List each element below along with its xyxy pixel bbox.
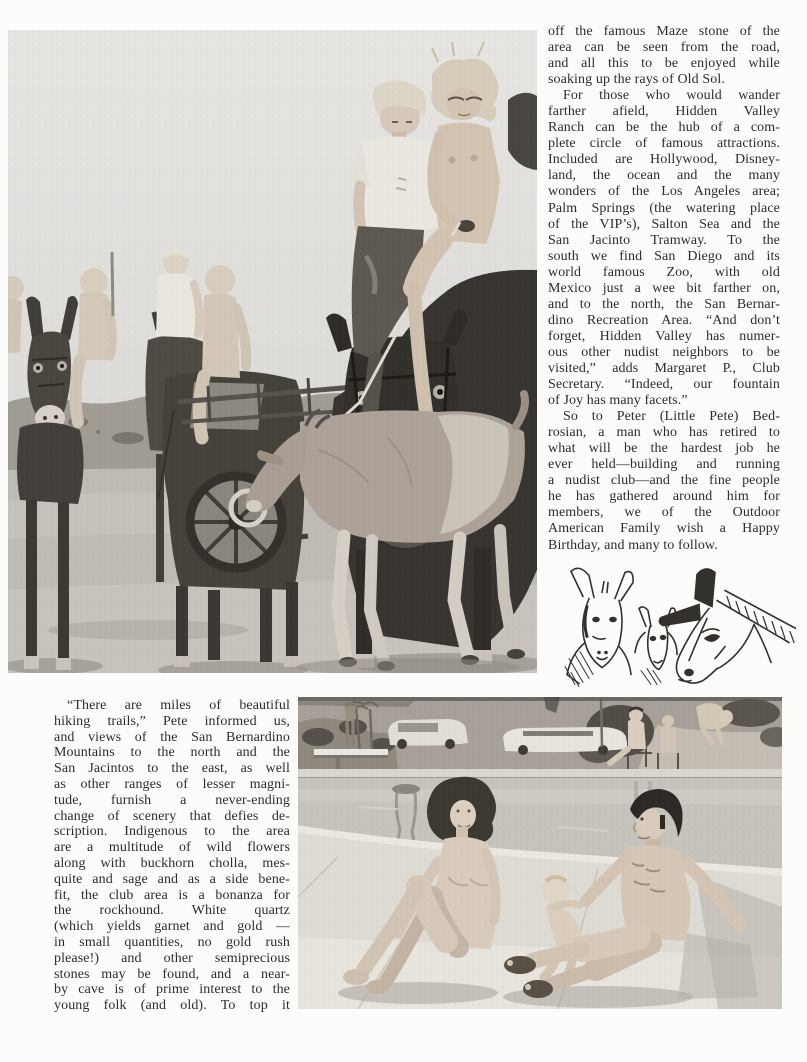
text-line: and views of the San Bernardino [54, 729, 290, 745]
text-line: Mexico just a wee bit farther on, [548, 280, 780, 296]
text-line: quite and sage and as a side bene- [54, 871, 290, 887]
text-line: a nudist club—and the fine people [548, 473, 780, 489]
text-line: fit, the club area is a bonanza for [54, 887, 290, 903]
donkey-ride-photo [8, 30, 537, 673]
text-line: Mountains to the north and the [54, 745, 290, 761]
article-column-right [548, 24, 780, 554]
text-line: dino Recreation Area. “And don’t [548, 312, 780, 328]
text-line: members, we of the Outdoor [548, 505, 780, 521]
text-line: in small quantities, no gold rush [54, 934, 290, 950]
text-line: Birthday, and many to follow. [548, 537, 718, 553]
text-line: forget, Hidden Valley has numer- [548, 328, 780, 344]
text-line: off the famous Maze stone of the [548, 24, 780, 39]
text-line: soaking up the rays of Old Sol. [548, 72, 725, 88]
text-line: of the VIP’s), Salton Sea and the [548, 216, 780, 232]
text-line: hiking trails,” Pete informed us, [54, 713, 290, 729]
text-line: San Jacinto Tramway. To the [548, 232, 780, 248]
text-line: he has gathered around him for [548, 489, 780, 505]
text-line: (which yields garnet and gold — [54, 919, 290, 935]
donkey-ride-illustration [8, 30, 537, 673]
text-line: visited,” adds Margaret P., Club [548, 360, 780, 376]
text-line: American Family wish a Happy [548, 521, 780, 537]
text-line: farther afield, Hidden Valley [548, 104, 780, 120]
text-line: by cave is of prime interest to the [54, 982, 290, 998]
text-line: change of scenery that defies de- [54, 808, 290, 824]
poolside-photo [298, 697, 782, 1009]
text-line: are a multitude of wild flowers [54, 840, 290, 856]
donkey-sketch-drawing [549, 562, 796, 690]
text-line: as other ranges of lesser magni- [54, 776, 290, 792]
text-line: tude, furnish a never-ending [54, 792, 290, 808]
text-line: the rockhound. White quartz [54, 903, 290, 919]
article-column-left [54, 698, 290, 1014]
text-line: stones may be found, and a near- [54, 966, 290, 982]
text-line: San Jacintos to the east, as well [54, 761, 290, 777]
text-line: young folk (and old). To top it [54, 998, 290, 1014]
text-line: area can be seen from the road, [548, 40, 780, 56]
text-line: of Joy has many facets.” [548, 393, 688, 409]
text-line: what will be the hardest job he [548, 441, 780, 457]
text-line: and to the north, the San Bernar- [548, 296, 780, 312]
text-line: rosian, a man who has retired to [548, 425, 780, 441]
text-line: Included are Hollywood, Disney- [548, 152, 780, 168]
text-line: Secretary. “Indeed, our fountain [548, 377, 780, 393]
text-line: land, the ocean and the many [548, 168, 780, 184]
text-line: plete circle of famous attractions. [548, 136, 780, 152]
text-line: For those who would wander [563, 88, 780, 104]
text-line: ever held—building and running [548, 457, 780, 473]
donkey-sketch [549, 562, 796, 690]
text-line: “There are miles of beautiful [67, 698, 290, 713]
text-line: Palm Springs (the watering place [548, 200, 780, 216]
text-line: south we find San Diego and its [548, 248, 780, 264]
text-line: wonders of the Los Angeles area; [548, 184, 780, 200]
text-line: please!) and other semiprecious [54, 950, 290, 966]
text-line: ous other nudist neighbors to be [548, 344, 780, 360]
poolside-illustration [298, 697, 782, 1009]
text-line: world famous Zoo, with old [548, 264, 780, 280]
text-line: scription. Indigenous to the area [54, 824, 290, 840]
text-line: So to Peter (Little Pete) Bed- [563, 409, 780, 425]
text-line: along with buckhorn cholla, mes- [54, 855, 290, 871]
text-line: Ranch can be the hub of a com- [548, 120, 780, 136]
text-line: and all this to be enjoyed while [548, 56, 780, 72]
